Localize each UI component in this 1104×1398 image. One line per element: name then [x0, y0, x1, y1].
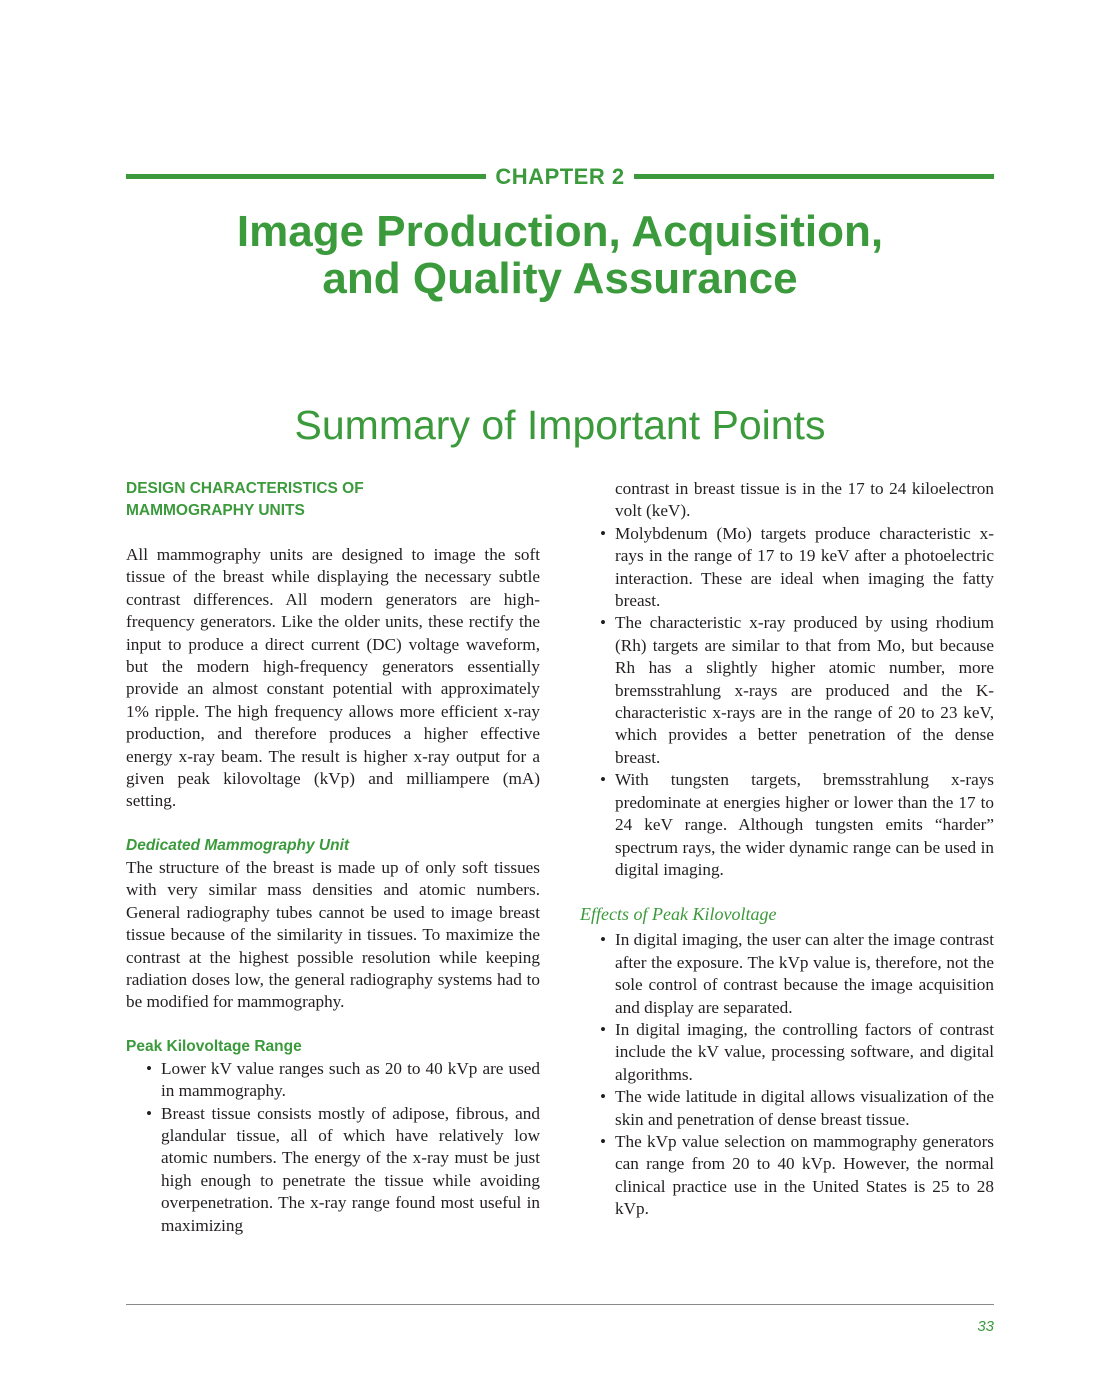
chapter-rule-right-line — [634, 174, 994, 179]
summary-heading: Summary of Important Points — [294, 402, 826, 448]
effects-heading: Effects of Peak Kilovoltage — [580, 904, 777, 925]
list-item: • Molybdenum (Mo) targets produce characteristic x-rays in the range of 17 to 19 keV after a photoelectric interaction. These are ideal when imaging the fatty breast. — [600, 523, 994, 611]
effects-list — [580, 929, 994, 1220]
list-item: • In digital imaging, the controlling factors of contrast include the kV value, processing software, and digital algorithms. — [600, 1019, 994, 1084]
bullet-icon: • — [600, 523, 607, 543]
target-materials-list — [580, 523, 994, 882]
chapter-title — [126, 208, 994, 302]
right-column — [580, 478, 994, 1221]
chapter-title-line-1: Image Production, Acquisition, — [236, 207, 884, 256]
list-item: • The kVp value selection on mammography generators can range from 20 to 40 kVp. However, the normal clinical practice use in the United States is 25 to 28 kVp. — [600, 1131, 994, 1219]
peak-kilovoltage-list — [126, 1058, 540, 1237]
bullet-icon: • — [600, 930, 607, 950]
peak-kilovoltage-heading: Peak Kilovoltage Range — [126, 1037, 302, 1055]
list-item: • With tungsten targets, bremsstrahlung x-rays predominate at energies higher or lower than the 17 to 24 keV range. Although tungsten emits “harder” spectrum rays, the wider dynamic range can be used in digital imaging. — [600, 770, 994, 879]
section-heading — [126, 478, 540, 522]
list-item: • Breast tissue consists mostly of adipose, fibrous, and glandular tissue, all of which have relatively low atomic numbers. The energy of the x-ray must be just high enough to penetrate the tissue while avoiding overpenetration. The x-ray range found most useful in maximizing — [146, 1103, 540, 1235]
dedicated-unit-paragraph: The structure of the breast is made up of only soft tissues with very similar mass densities and atomic numbers. General radiography tubes cannot be used to image breast tissue because of the similarity in tissues. To maximize the contrast at the highest possible resolution while keeping radiation doses low, the general radiography systems had to be modified for mammography. — [126, 857, 540, 1012]
list-item: • The characteristic x-ray produced by using rhodium (Rh) targets are similar to that from Mo, but because Rh has a slightly higher atomic number, more bremsstrahlung x-rays are produced and the K-characteristic x-rays are in the range of 20 to 23 keV, which provides a better penetration of the dense breast. — [600, 613, 994, 767]
footer-rule — [126, 1304, 994, 1305]
left-column — [126, 478, 540, 1237]
continued-bullet-text: contrast in breast tissue is in the 17 to 24 kiloelectron volt (keV). — [615, 479, 994, 521]
list-item: • The wide latitude in digital allows visualization of the skin and penetration of dense breast tissue. — [600, 1087, 994, 1129]
section-heading-line-2: MAMMOGRAPHY UNITS — [126, 502, 305, 519]
chapter-rule — [126, 164, 994, 194]
bullet-icon: • — [600, 1131, 607, 1151]
section-heading-line-1: DESIGN CHARACTERISTICS OF — [126, 480, 364, 497]
chapter-title-line-2: and Quality Assurance — [322, 254, 798, 303]
page-number: 33 — [977, 1318, 994, 1335]
chapter-label: CHAPTER 2 — [495, 164, 625, 189]
list-item: • Lower kV value ranges such as 20 to 40 kVp are used in mammography. — [146, 1058, 540, 1101]
bullet-icon: • — [600, 1087, 607, 1107]
intro-paragraph: All mammography units are designed to image the soft tissue of the breast while displaying the necessary subtle contrast differences. All modern generators are high-frequency generators. Like the older units, these rectify the input to produce a direct current (DC) voltage waveform, but the modern high-frequency generators essentially provide an almost constant potential with approximately 1% ripple. The high frequency allows more efficient x-ray production, and therefore produces a higher effective energy x-ray beam. The result is higher x-ray output for a given peak kilovoltage (kVp) and milliampere (mA) setting. — [126, 545, 540, 811]
bullet-icon: • — [600, 1019, 607, 1039]
list-item: • In digital imaging, the user can alter the image contrast after the exposure. The kVp value is, therefore, not the sole control of contrast because the image acquisition and display are separated. — [600, 930, 994, 1017]
dedicated-unit-heading: Dedicated Mammography Unit — [126, 836, 350, 854]
bullet-icon: • — [146, 1103, 153, 1123]
bullet-icon: • — [600, 613, 607, 633]
bullet-icon: • — [146, 1058, 153, 1078]
bullet-icon: • — [600, 770, 607, 790]
